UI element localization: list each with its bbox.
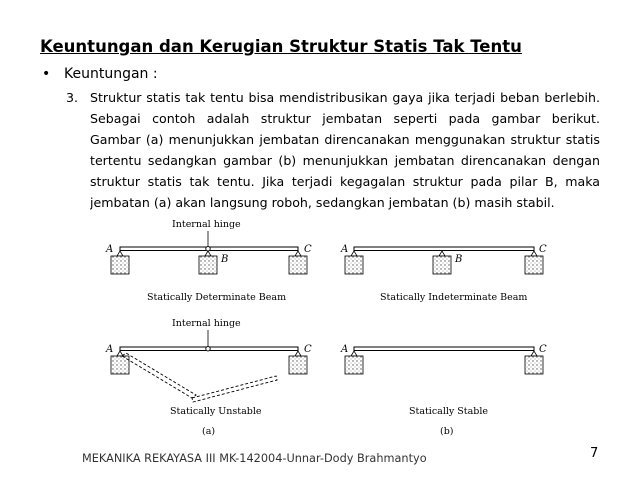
beam [354, 347, 534, 351]
bullet-icon: • [42, 66, 51, 82]
roller-support [295, 351, 301, 356]
roller-support [531, 351, 537, 356]
roller-support [439, 251, 445, 256]
paragraph-line: Sebagai contoh adalah struktur jembatan seperti pada gambar berikut. [90, 111, 600, 126]
support-label-b: B [455, 254, 463, 265]
pier-b [433, 256, 451, 274]
support-label-c: C [539, 344, 547, 355]
pier-c [289, 356, 307, 374]
support-label-a: A [341, 344, 349, 355]
pier-a [111, 256, 129, 274]
bullet-keuntungan [42, 66, 158, 82]
caption-unstable: Statically Unstable [170, 406, 262, 417]
caption-indeterminate: Statically Indeterminate Beam [380, 292, 528, 303]
support-label-b: B [221, 254, 229, 265]
pier-c [525, 256, 543, 274]
item-paragraph [90, 87, 600, 213]
beam-figure [100, 212, 560, 444]
hinge-label: Internal hinge [172, 219, 241, 230]
roller-support [531, 251, 537, 256]
item-number: 3. [66, 90, 79, 105]
determinate-beam-diagram [105, 219, 312, 303]
pier-b [199, 256, 217, 274]
pin-support [351, 351, 357, 356]
caption-determinate: Statically Determinate Beam [147, 292, 287, 303]
support-label-a: A [106, 344, 114, 355]
pin-support [117, 251, 123, 256]
hinge-label: Internal hinge [172, 318, 241, 329]
paragraph-line: struktur statis tak tentu. Jika terjadi kegagalan struktur pada pilar B, maka [90, 174, 600, 189]
paragraph-line: tertentu sedangkan gambar (b) menunjukkan jembatan direncanakan dengan [90, 153, 600, 168]
roller-support [295, 251, 301, 256]
support-label-c: C [304, 244, 312, 255]
paragraph-line: Gambar (a) menunjukkan jembatan direncanakan menggunakan struktur statis [90, 132, 600, 147]
paragraph-line: Struktur statis tak tentu bisa mendistribusikan gaya jika terjadi beban berlebih. [90, 90, 600, 105]
bullet-label: Keuntungan : [64, 66, 158, 82]
pin-support [117, 351, 123, 356]
collapsed-span-right [192, 376, 277, 402]
internal-hinge [206, 347, 210, 351]
roller-support [205, 251, 211, 256]
paragraph-line: jembatan (a) akan langsung roboh, sedangkan jembatan (b) masih stabil. [90, 195, 555, 210]
pin-support [351, 251, 357, 256]
support-label-a: A [341, 244, 349, 255]
footer-text: MEKANIKA REKAYASA III MK-142004-Unnar-Dody Brahmantyo [82, 452, 427, 465]
pier-c [289, 256, 307, 274]
collapsed-span-left [122, 353, 196, 398]
slide-title: Keuntungan dan Kerugian Struktur Statis Tak Tentu [40, 37, 522, 56]
page-number: 7 [590, 446, 599, 461]
support-label-a: A [106, 244, 114, 255]
pier-a [345, 356, 363, 374]
pier-c [525, 356, 543, 374]
caption-stable: Statically Stable [409, 406, 489, 417]
unstable-beam-diagram [105, 318, 312, 437]
pier-a [345, 256, 363, 274]
stable-beam-diagram [340, 344, 547, 437]
beam [354, 247, 534, 251]
subfigure-label-b: (b) [440, 426, 454, 437]
support-label-c: C [304, 344, 312, 355]
support-label-c: C [539, 244, 547, 255]
indeterminate-beam-diagram [340, 244, 547, 303]
subfigure-label-a: (a) [202, 426, 216, 437]
